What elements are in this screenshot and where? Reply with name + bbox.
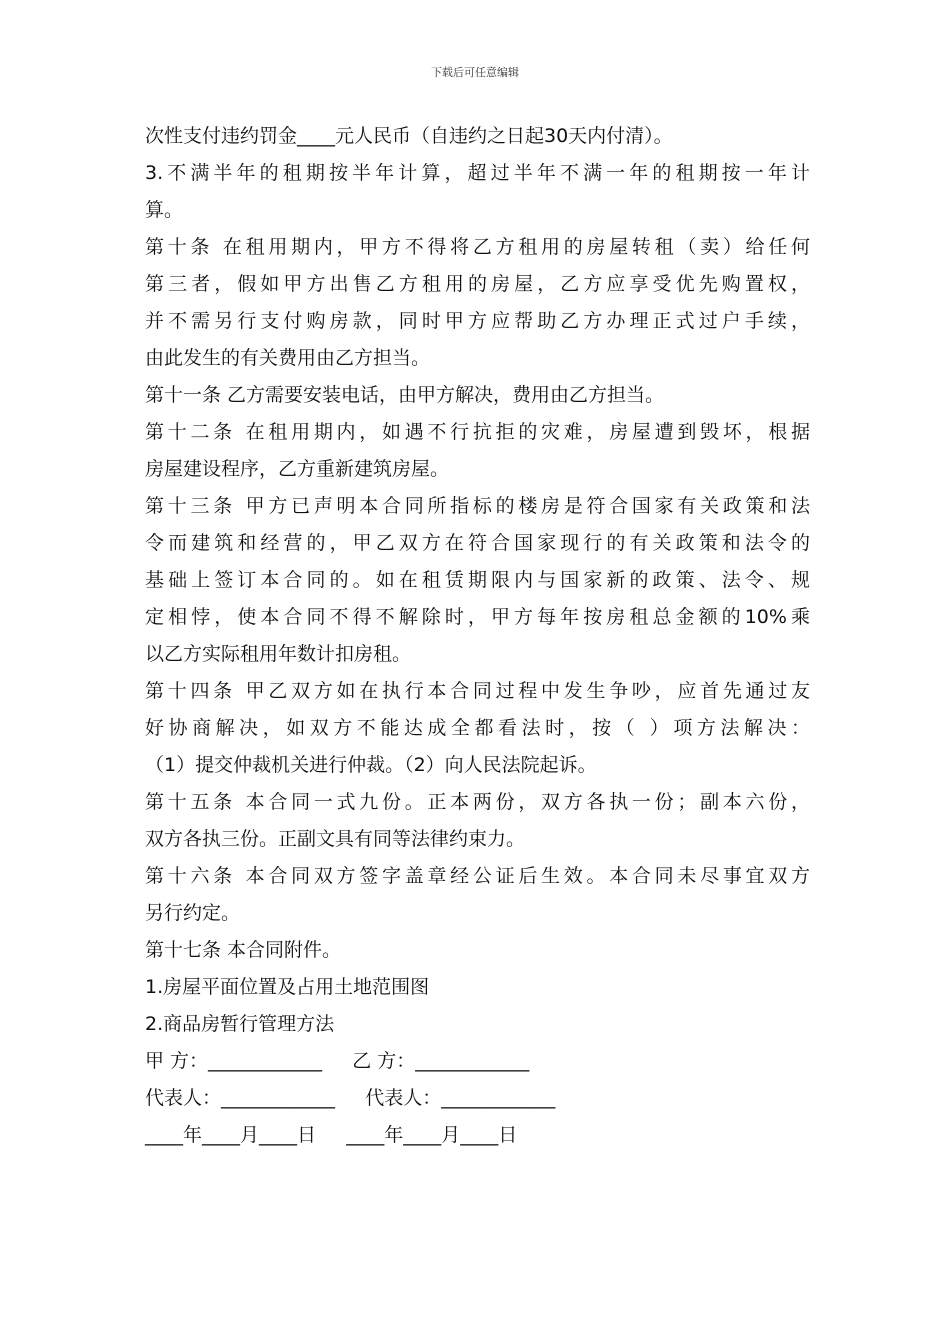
clause-14: 第十四条 甲乙双方如在执行本合同过程中发生争吵，应首先通过友	[145, 680, 810, 702]
attachment-item: 2.商品房暂行管理方法	[145, 1013, 335, 1035]
signature-date-line: ____年____月____日 ____年____月____日	[145, 1124, 518, 1146]
text-line: 以乙方实际租用年数计扣房租。	[145, 643, 412, 665]
text-line: 基础上签订本合同的。如在租赁期限内与国家新的政策、法令、规	[145, 569, 810, 591]
text-line: 好协商解决，如双方不能达成全都看法时，按（ ）项方法解决：	[145, 717, 810, 739]
text-line: 并不需另行支付购房款，同时甲方应帮助乙方办理正式过户手续，	[145, 310, 810, 332]
signature-representative-line: 代表人：____________ 代表人：____________	[145, 1087, 556, 1109]
clause-12: 第十二条 在租用期内，如遇不行抗拒的灾难，房屋遭到毁坏，根据	[145, 421, 810, 443]
clause-15: 第十五条 本合同一式九份。正本两份，双方各执一份；副本六份，	[145, 791, 810, 813]
text-line: 第三者，假如甲方出售乙方租用的房屋，乙方应享受优先购置权，	[145, 273, 810, 295]
page-header: 下载后可任意编辑	[431, 66, 519, 79]
clause-11: 第十一条 乙方需要安装电话，由甲方解决，费用由乙方担当。	[145, 384, 665, 406]
attachment-item: 1.房屋平面位置及占用土地范围图	[145, 976, 430, 998]
text-line: 算。	[145, 199, 184, 221]
clause-17: 第十七条 本合同附件。	[145, 939, 342, 961]
text-line: 由此发生的有关费用由乙方担当。	[145, 347, 431, 369]
text-line: 房屋建设程序，乙方重新建筑房屋。	[145, 458, 450, 480]
contract-body	[145, 118, 810, 1154]
clause-10: 第十条 在租用期内，甲方不得将乙方租用的房屋转租（卖）给任何	[145, 236, 810, 258]
signature-party-line: 甲 方：____________ 乙 方：____________	[145, 1050, 530, 1072]
text-line: 定相悖，使本合同不得不解除时，甲方每年按房租总金额的10%乘	[145, 606, 810, 628]
text-line: 令而建筑和经营的，甲乙双方在符合国家现行的有关政策和法令的	[145, 532, 810, 554]
clause-13: 第十三条 甲方已声明本合同所指标的楼房是符合国家有关政策和法	[145, 495, 810, 517]
text-line: 次性支付违约罚金____元人民币（自违约之日起30天内付清）。	[145, 125, 673, 147]
text-line: 3.不满半年的租期按半年计算，超过半年不满一年的租期按一年计	[145, 162, 810, 184]
text-line: 双方各执三份。正副文具有同等法律约束力。	[145, 828, 526, 850]
text-line: （1）提交仲裁机关进行仲裁。（2）向人民法院起诉。	[145, 754, 597, 776]
text-line: 另行约定。	[145, 902, 241, 924]
clause-16: 第十六条 本合同双方签字盖章经公证后生效。本合同未尽事宜双方	[145, 865, 810, 887]
